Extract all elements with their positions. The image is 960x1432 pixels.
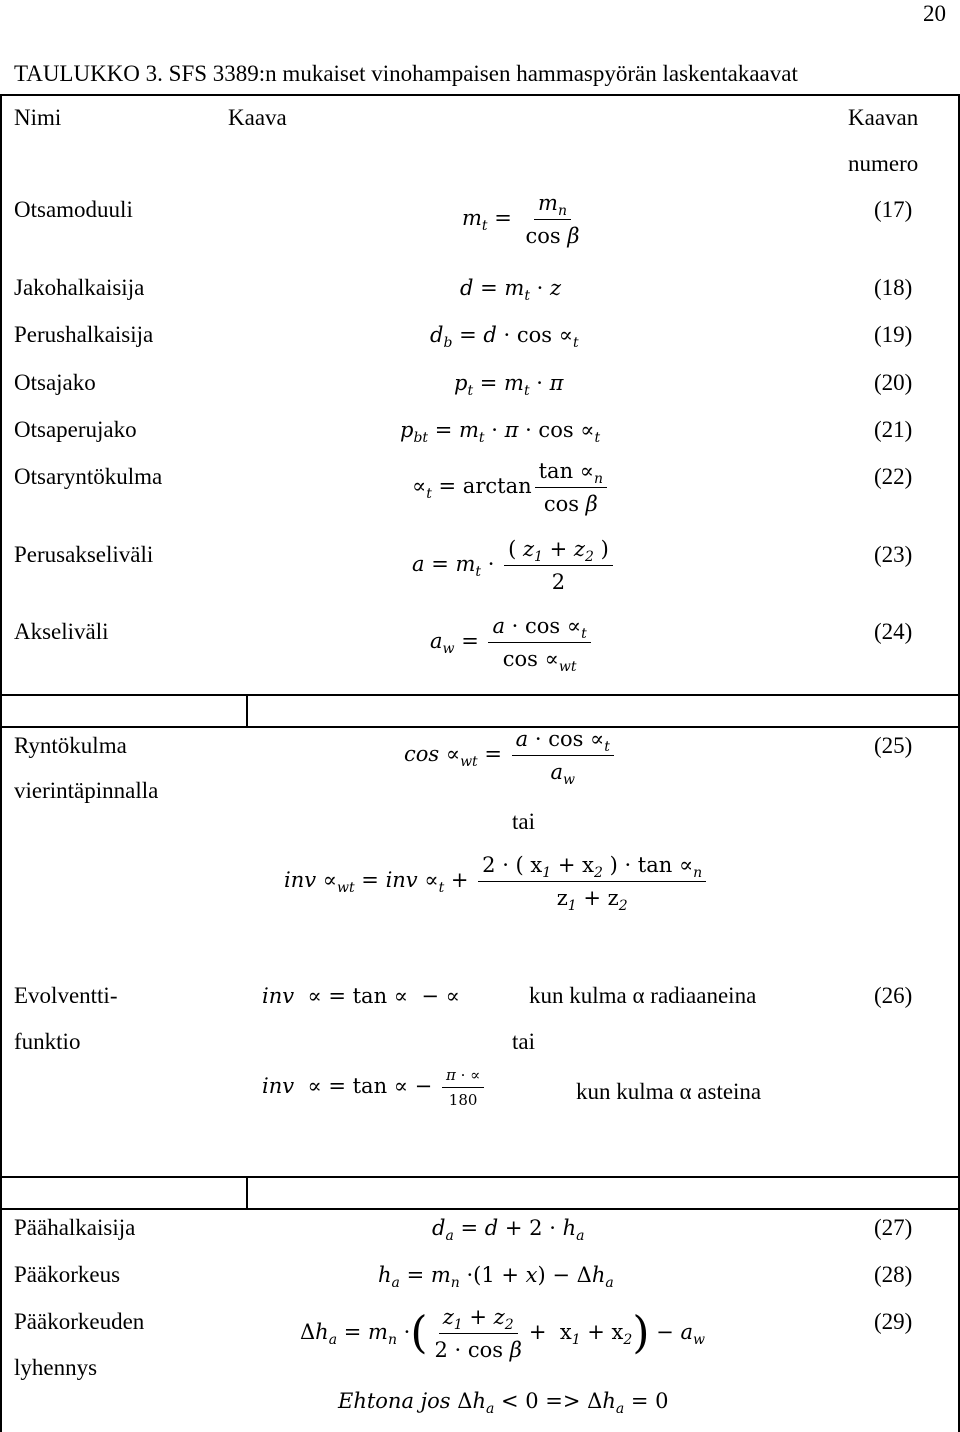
note-degrees: kun kulma α asteina <box>576 1079 762 1104</box>
formula-28: $h_a = m_n \cdot(1 + x) - \Delta h_a$ <box>378 1263 614 1291</box>
formula-27: $d_a = d + 2 \cdot h_a$ <box>432 1216 585 1244</box>
formula-20: $p_t = m_t \cdot \pi$ <box>454 371 564 399</box>
formula-19: $d_b = d \cdot \cos \propto_t$ <box>430 323 579 351</box>
formula-29-condition: Ehtona jos $\Delta h_a < 0 => \Delta h_a = 0$ <box>338 1389 669 1417</box>
row-name-otsaryntokulma: Otsaryntökulma <box>14 464 163 489</box>
row-name-lyhennys-1: Pääkorkeuden <box>14 1309 145 1334</box>
formula-24: $a_w$ = $\frac{a \cdot \cos \propto_t}{\cos \propto_{wt}}$ <box>430 613 594 672</box>
table-caption: TAULUKKO 3. SFS 3389:n mukaiset vinohampaisen hammaspyörän laskentakaavat <box>14 61 798 86</box>
header-number-line1: Kaavan <box>848 105 919 130</box>
formula-22: $\propto_t = \arctan$ $\frac{\tan \propto_n}{\text{cos β}}$ <box>412 458 610 517</box>
header-number-line2: numero <box>848 151 919 176</box>
formula-29: $\Delta h_a = m_n$ ·( $\frac{z_1 + z_2}{\text{2 · cos β}}$ + $x_1 + x_2) - a_w$ <box>300 1305 705 1362</box>
formula-number-28: (28) <box>874 1262 913 1287</box>
row-name-akselivali: Akseliväli <box>14 619 109 644</box>
formula-number-27: (27) <box>874 1215 913 1240</box>
formula-25b: inv $\propto_{wt}$ = inv $\propto_t$ + $\frac{2 \cdot ( x_1 + x_2 ) \cdot \tan \propto_n}{z_1 + z_2}$ <box>284 852 709 911</box>
row-name-ryntokulma-1: Ryntökulma <box>14 733 127 758</box>
formula-number-29: (29) <box>874 1309 913 1334</box>
row-name-otsamoduuli: Otsamoduuli <box>14 197 133 222</box>
note-radians: kun kulma α radiaaneina <box>529 983 757 1008</box>
formula-25a: $\cos \propto_{wt}$ = $\frac{a \cdot \cos \propto_t}{a_w}$ <box>404 726 617 785</box>
formula-18: $d = m_t \cdot z$ <box>460 276 562 304</box>
formula-23: $a = m_t$ · $\frac{( z_1 + z_2 )}{2}$ <box>412 536 616 595</box>
row-name-lyhennys-2: lyhennys <box>14 1355 98 1380</box>
page-number: 20 <box>923 1 946 26</box>
formula-number-24: (24) <box>874 619 913 644</box>
formula-number-25: (25) <box>874 733 913 758</box>
formula-26b: inv ∝ = tan ∝ − $\frac{\pi \cdot \propto}{180}$ <box>262 1066 487 1109</box>
formula-17: $m_t$ = $\frac{m_n}{\text{cos β}}$ <box>462 191 580 248</box>
row-name-ryntokulma-2: vierintäpinnalla <box>14 778 159 803</box>
row-name-otsajako: Otsajako <box>14 370 96 395</box>
row-name-perusakselivali: Perusakseliväli <box>14 542 154 567</box>
row-name-paahalkaisija: Päähalkaisija <box>14 1215 136 1240</box>
row-name-jakohalkaisija: Jakohalkaisija <box>14 275 145 300</box>
formula-number-23: (23) <box>874 542 913 567</box>
formula-26a: inv ∝ = tan ∝ − ∝ <box>262 984 460 1008</box>
formula-number-19: (19) <box>874 322 913 347</box>
formula-number-18: (18) <box>874 275 913 300</box>
formula-number-26: (26) <box>874 983 913 1008</box>
formula-number-21: (21) <box>874 417 913 442</box>
tai-25: tai <box>512 809 535 834</box>
row-name-otsaperujako: Otsaperujako <box>14 417 137 442</box>
row-name-perushalkaisija: Perushalkaisija <box>14 322 154 347</box>
formula-number-17: (17) <box>874 197 913 222</box>
tai-26: tai <box>512 1029 535 1054</box>
header-name: Nimi <box>14 105 62 130</box>
formula-number-22: (22) <box>874 464 913 489</box>
header-formula: Kaava <box>228 105 287 130</box>
row-name-evolventti-1: Evolventti- <box>14 983 118 1008</box>
row-name-paakorkeus: Pääkorkeus <box>14 1262 121 1287</box>
formula-21: $p_{bt} = m_t \cdot \pi \cdot \cos \propto_t$ <box>400 418 601 446</box>
row-name-evolventti-2: funktio <box>14 1029 81 1054</box>
formula-number-20: (20) <box>874 370 913 395</box>
